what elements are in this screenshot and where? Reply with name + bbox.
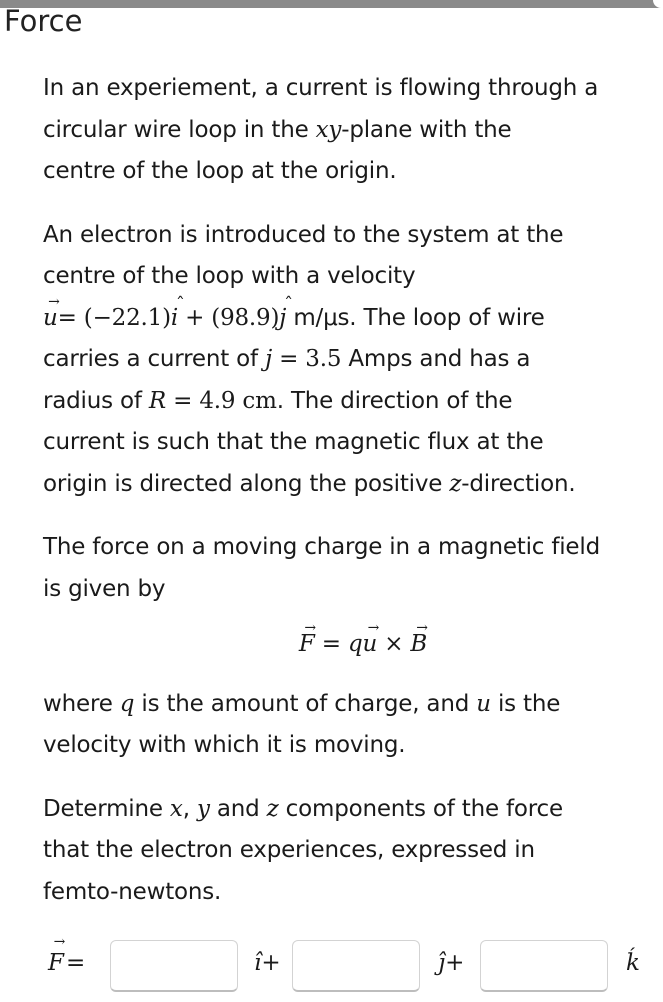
- unit-k-label: ḱ: [626, 950, 640, 976]
- text-fragment: -plane with the: [341, 116, 512, 143]
- radius-value: = 4.9: [166, 387, 236, 414]
- force-x-input[interactable]: [110, 940, 238, 992]
- text-line: An electron is introduced to the system at the: [43, 221, 564, 248]
- velocity-x: = (−22.1): [57, 304, 171, 331]
- text-fragment: carries a current of: [43, 346, 266, 372]
- formula-eq: = q: [314, 631, 363, 657]
- paragraph-intro: [43, 68, 653, 193]
- velocity-y: + (98.9): [178, 304, 280, 331]
- var-q: q: [119, 690, 135, 717]
- var-u-vector: u →: [43, 298, 58, 340]
- var-u: u: [476, 690, 491, 717]
- formula-F: F →: [299, 624, 315, 666]
- current-value: = 3.5: [272, 346, 342, 372]
- text-fragment: Amps and has a: [341, 346, 531, 372]
- var-z: z: [266, 795, 279, 822]
- var-xy: xy: [315, 116, 342, 143]
- text-fragment: is the amount of charge, and: [134, 690, 477, 717]
- text-line: is given by: [43, 575, 166, 602]
- text-fragment: . The direction of the: [276, 387, 513, 414]
- var-R: R: [148, 387, 167, 414]
- text-fragment: radius of: [43, 387, 149, 414]
- paragraph-force-law: [43, 527, 653, 610]
- top-bar: [0, 0, 663, 8]
- answer-row: [48, 936, 658, 996]
- unit-j: j ˆ: [279, 298, 286, 340]
- text-line: centre of the loop with a velocity: [43, 263, 416, 289]
- var-x: x: [169, 795, 183, 822]
- paragraph-setup: [43, 215, 653, 506]
- formula-u: u →: [362, 624, 377, 666]
- text-line: [43, 110, 653, 152]
- text-line: velocity with which it is moving.: [43, 732, 406, 758]
- force-z-input[interactable]: [480, 940, 608, 992]
- text-fragment: circular wire loop in the: [43, 116, 316, 143]
- text-line: In an experiement, a current is flowing through a: [43, 75, 599, 101]
- text-line: current is such that the magnetic flux at the: [43, 429, 544, 455]
- text-fragment: and: [209, 795, 267, 822]
- velocity-unit: m/μs. The loop of wire: [286, 304, 545, 331]
- var-y: y: [196, 795, 210, 822]
- text-fragment: is the: [490, 690, 561, 717]
- unit-i-label: î+: [254, 950, 281, 976]
- question-body: [43, 68, 653, 913]
- question-title: Force: [4, 4, 83, 38]
- answer-F-label: F →: [48, 950, 64, 976]
- formula-B: B →: [410, 624, 427, 666]
- var-z: z: [449, 470, 462, 497]
- paragraph-definition: [43, 684, 653, 767]
- text-line: [43, 684, 653, 726]
- paragraph-task: [43, 789, 653, 914]
- text-fragment: ,: [182, 795, 197, 822]
- text-line: [43, 339, 653, 381]
- text-line: femto-newtons.: [43, 878, 222, 905]
- text-line: [43, 789, 653, 831]
- velocity-line: [43, 298, 653, 340]
- force-formula: [43, 614, 653, 680]
- text-fragment: origin is directed along the positive: [43, 470, 450, 497]
- unit-j-label: ĵ+: [438, 950, 465, 976]
- text-fragment: Determine: [43, 795, 170, 822]
- text-fragment: -direction.: [461, 470, 576, 497]
- var-j: j: [265, 346, 272, 372]
- text-line: [43, 381, 653, 423]
- text-line: The force on a moving charge in a magnetic field: [43, 534, 600, 560]
- unit-i: i ˆ: [171, 298, 178, 340]
- text-line: [43, 464, 653, 506]
- text-line: that the electron experiences, expressed in: [43, 837, 535, 863]
- answer-equals: =: [66, 950, 86, 976]
- text-line: centre of the loop at the origin.: [43, 158, 397, 184]
- text-fragment: where: [43, 690, 120, 717]
- radius-unit: cm: [235, 387, 277, 414]
- text-fragment: components of the force: [278, 795, 563, 822]
- cross-symbol: ×: [377, 631, 411, 657]
- force-y-input[interactable]: [292, 940, 420, 992]
